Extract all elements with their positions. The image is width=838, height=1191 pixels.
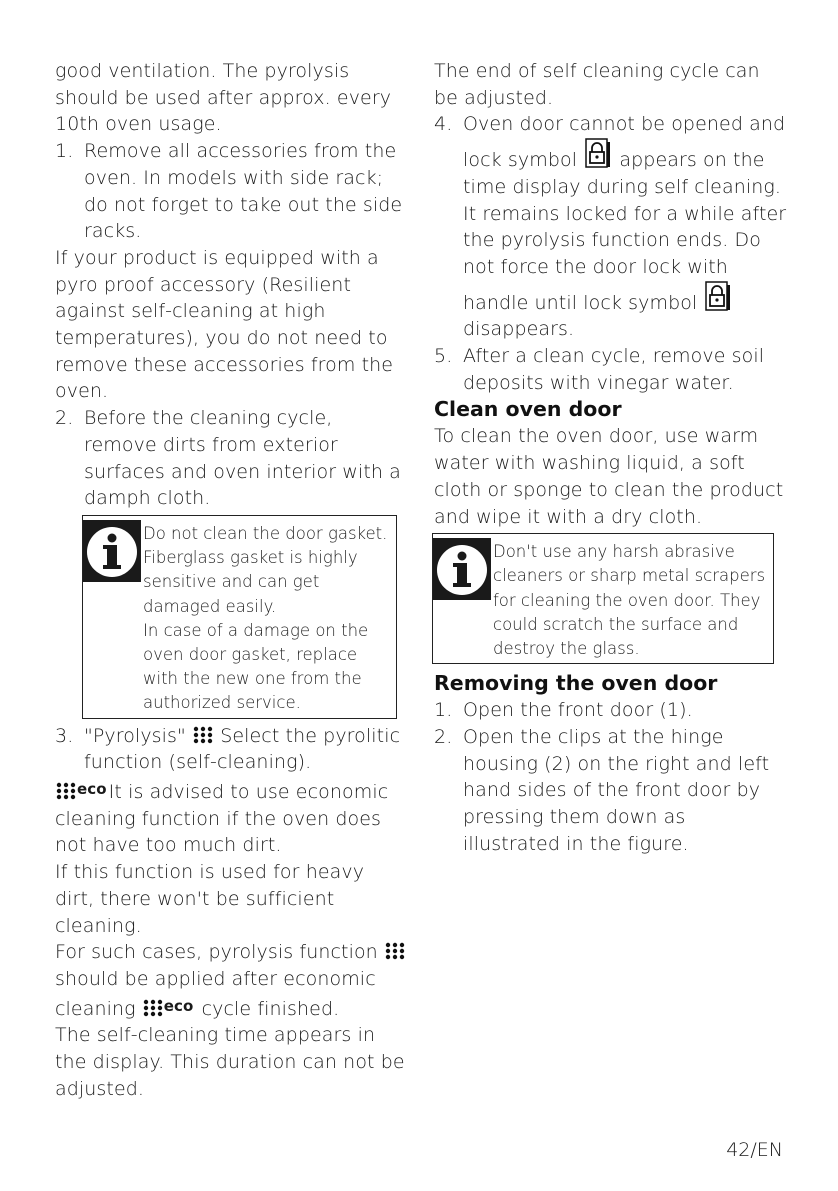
text-span: should be applied after economic cleaning	[55, 967, 376, 1020]
page-number: 42/EN	[726, 1139, 783, 1161]
end-cycle-paragraph: The end of self cleaning cycle can be adjusted.	[434, 60, 760, 109]
list-text: Oven door cannot be opened and lock symbol	[463, 113, 786, 172]
list-number: 5.	[434, 345, 453, 368]
lock-icon	[585, 138, 611, 170]
heavy-dirt-paragraph: If this function is used for heavy dirt, there won't be sufficient cleaning.	[55, 861, 365, 937]
list-text: Before the cleaning cycle, remove dirts from exterior surfaces and oven interior with a damph cloth.	[84, 407, 401, 510]
display-paragraph: The self-cleaning time appears in the display. This duration can not be adjusted.	[55, 1024, 405, 1100]
eco-label: eco	[77, 779, 107, 798]
list-text: After a clean cycle, remove soil deposits with vinegar water.	[463, 345, 765, 394]
list-item	[434, 724, 788, 858]
list-number: 1.	[55, 140, 74, 163]
list-text: Remove all accessories from the oven. In models with side rack; do not forget to take out the side racks.	[84, 140, 403, 243]
list-item	[434, 111, 788, 343]
right-column	[434, 58, 788, 857]
list-item	[55, 138, 407, 245]
list-item	[55, 405, 407, 512]
pyrolysis-icon	[55, 782, 77, 800]
section-heading: Clean oven door	[434, 397, 622, 422]
list-text: Open the front door (1).	[463, 699, 693, 722]
note-text: Don't use any harsh abrasive cleaners or sharp metal scrapers for cleaning the oven door. They could scratch the surface and destroy the glass.	[493, 542, 766, 659]
left-column	[55, 58, 407, 1102]
info-icon	[433, 538, 491, 600]
accessory-paragraph: If your product is equipped with a pyro proof accessory (Resilient against self-cleaning at high temperatures), you do not need to remove these accessories from the oven.	[55, 246, 394, 403]
list-item	[434, 343, 788, 396]
eco-text: It is advised to use economic cleaning function if the oven does not have too much dirt.	[55, 780, 389, 857]
list-number: 1.	[434, 699, 453, 722]
note-line: Do not clean the door gasket.	[143, 523, 388, 543]
pyrolysis-icon	[384, 942, 406, 960]
list-item	[55, 723, 407, 776]
text-span: For such cases, pyrolysis function	[55, 941, 378, 964]
list-text: appears on the time display during self cleaning. It remains locked for a while after the pyrolysis function ends. Do not force the door lock with handle until lock symbol	[463, 149, 787, 314]
info-note	[82, 515, 397, 719]
list-number: 3.	[55, 724, 74, 747]
list-number: 4.	[434, 113, 453, 136]
info-note	[432, 533, 774, 664]
list-number: 2.	[434, 725, 453, 748]
info-icon	[83, 520, 141, 582]
pyrolysis-icon	[192, 726, 214, 744]
list-number: 2.	[55, 407, 74, 430]
eco-paragraph	[55, 776, 407, 859]
list-text: Select the pyrolitic function (self-cleaning).	[84, 724, 401, 774]
clean-door-paragraph: To clean the oven door, use warm water with washing liquid, a soft cloth or sponge to clean the product and wipe it with a dry cloth.	[434, 425, 784, 528]
list-item	[434, 697, 788, 724]
note-line: Fiberglass gasket is highly sensitive and can get damaged easily.	[143, 548, 358, 616]
pyrolysis-icon	[142, 999, 164, 1017]
text-span: cycle finished.	[201, 997, 340, 1020]
such-cases-paragraph	[55, 939, 407, 1022]
list-text: Open the clips at the hinge housing (2) on the right and left hand sides of the front door by pressing them down as illustrated in the figure.	[463, 725, 770, 855]
note-line: In case of a damage on the oven door gasket, replace with the new one from the authorized service.	[143, 620, 369, 713]
lock-icon	[705, 281, 731, 313]
list-text: "Pyrolysis"	[84, 724, 186, 747]
eco-label: eco	[163, 996, 194, 1015]
section-heading: Removing the oven door	[434, 671, 718, 696]
list-text: disappears.	[463, 318, 575, 341]
intro-paragraph: good ventilation. The pyrolysis should be used after approx. every 10th oven usage.	[55, 60, 392, 136]
